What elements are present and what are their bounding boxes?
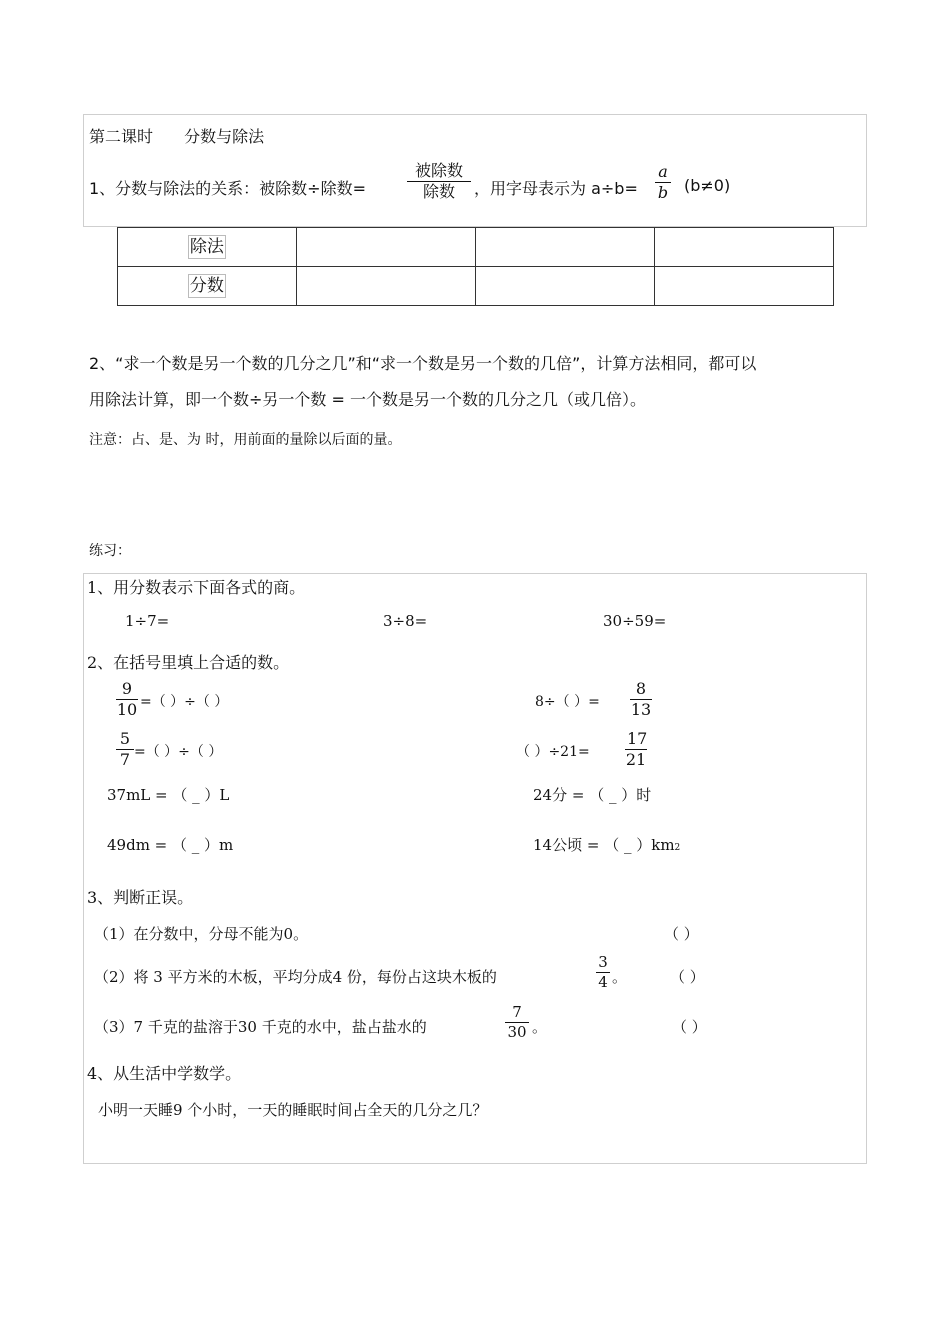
q2-title: 2、在括号里填上合适的数。	[87, 653, 290, 672]
fraction-denominator: 4	[598, 973, 608, 991]
q2a-fraction	[116, 681, 138, 718]
q2f-conversion[interactable]: 24分 = （ _ ）时	[533, 786, 652, 804]
q1-item-1: 1÷7=	[125, 612, 170, 630]
point2-note: 注意：占、是、为 时，用前面的量除以后面的量。	[89, 432, 402, 448]
fraction-denominator: 21	[625, 750, 647, 769]
q3-statement-3: （3）7 千克的盐溶于30 千克的水中，盐占盐水的	[94, 1018, 427, 1036]
q2c-fraction	[116, 731, 134, 768]
table-cell[interactable]	[475, 267, 655, 306]
q2a-rest[interactable]: =（ ）÷（ ）	[140, 694, 229, 710]
table-cell[interactable]	[296, 267, 475, 306]
lesson-topic: 分数与除法	[184, 127, 265, 146]
relation-middle: ，用字母表示为 a÷b=	[474, 179, 638, 198]
q2g-conversion[interactable]: 49dm = （ _ ）m	[107, 836, 234, 854]
fraction-denominator: 除数	[422, 182, 455, 201]
q2h-superscript: 2	[674, 843, 681, 853]
q4-problem: 小明一天睡9 个小时，一天的睡眠时间占全天的几分之几？	[98, 1101, 488, 1119]
row-label-division: 除法	[189, 237, 224, 257]
q3-fraction-2	[596, 955, 610, 990]
table-row	[118, 267, 834, 306]
table-cell	[118, 228, 297, 267]
letter-fraction	[655, 164, 671, 201]
fraction-numerator: 被除数	[414, 161, 463, 180]
fraction-denominator: 7	[119, 750, 131, 769]
q2e-conversion[interactable]: 37mL = （ _ ）L	[107, 786, 230, 804]
q2h-conversion[interactable]	[533, 834, 680, 855]
letter-denominator: b	[657, 183, 669, 202]
table-cell[interactable]	[655, 267, 834, 306]
relation-condition: (b≠0)	[684, 176, 731, 195]
q1-title: 1、用分数表示下面各式的商。	[87, 578, 306, 597]
fraction-numerator: 7	[512, 1003, 522, 1021]
fraction-denominator: 10	[116, 700, 138, 719]
q3-statement-2: （2）将 3 平方米的木板，平均分成4 份，每份占这块木板的	[94, 968, 497, 986]
point2-line1: 2、“求一个数是另一个数的几分之几”和“求一个数是另一个数的几倍”，计算方法相同，都可以	[89, 354, 757, 373]
table-row	[118, 228, 834, 267]
fraction-numerator: 17	[627, 729, 648, 748]
q3-title: 3、判断正误。	[87, 888, 194, 907]
q3-answer-1[interactable]: （ ）	[664, 925, 699, 943]
q3-statement-1: （1）在分数中，分母不能为0。	[94, 925, 309, 943]
q2h-text: 14公顷 = （ _ ）km	[533, 836, 675, 854]
table-cell[interactable]	[475, 228, 655, 267]
q3-answer-2[interactable]: （ ）	[670, 968, 705, 986]
q1-item-2: 3÷8=	[383, 612, 428, 630]
q3-answer-3[interactable]: （ ）	[672, 1018, 707, 1036]
q2d-fraction	[625, 731, 647, 768]
q3-end-2: 。	[612, 968, 628, 986]
table-cell	[118, 267, 297, 306]
point2-line2: 用除法计算，即一个数÷另一个数 = 一个数是另一个数的几分之几（或几倍）。	[89, 390, 646, 409]
q1-item-3: 30÷59=	[603, 612, 667, 630]
relation-fraction	[407, 163, 471, 200]
q3-fraction-3	[505, 1005, 529, 1040]
lesson-title	[89, 124, 264, 147]
fraction-numerator: 5	[119, 729, 131, 748]
q2b-prefix[interactable]: 8÷（ ）=	[535, 694, 600, 710]
letter-numerator: a	[658, 162, 668, 181]
fraction-denominator: 13	[630, 700, 652, 719]
q2c-rest[interactable]: =（ ）÷（ ）	[134, 744, 223, 760]
q2b-fraction	[630, 681, 652, 718]
q3-end-3: 。	[532, 1018, 548, 1036]
row-label-fraction: 分数	[189, 276, 224, 296]
relation-prefix: 1、分数与除法的关系：被除数÷除数=	[89, 179, 366, 198]
fraction-numerator: 9	[121, 679, 133, 698]
q4-title: 4、从生活中学数学。	[87, 1064, 242, 1083]
division-fraction-table	[117, 227, 834, 306]
table-cell[interactable]	[296, 228, 475, 267]
fraction-numerator: 8	[635, 679, 647, 698]
fraction-numerator: 3	[598, 953, 608, 971]
table-cell[interactable]	[655, 228, 834, 267]
fraction-denominator: 30	[507, 1023, 527, 1041]
practice-heading: 练习：	[89, 543, 131, 559]
q2d-prefix[interactable]: （ ）÷21=	[516, 744, 590, 760]
lesson-number: 第二课时	[89, 127, 154, 146]
